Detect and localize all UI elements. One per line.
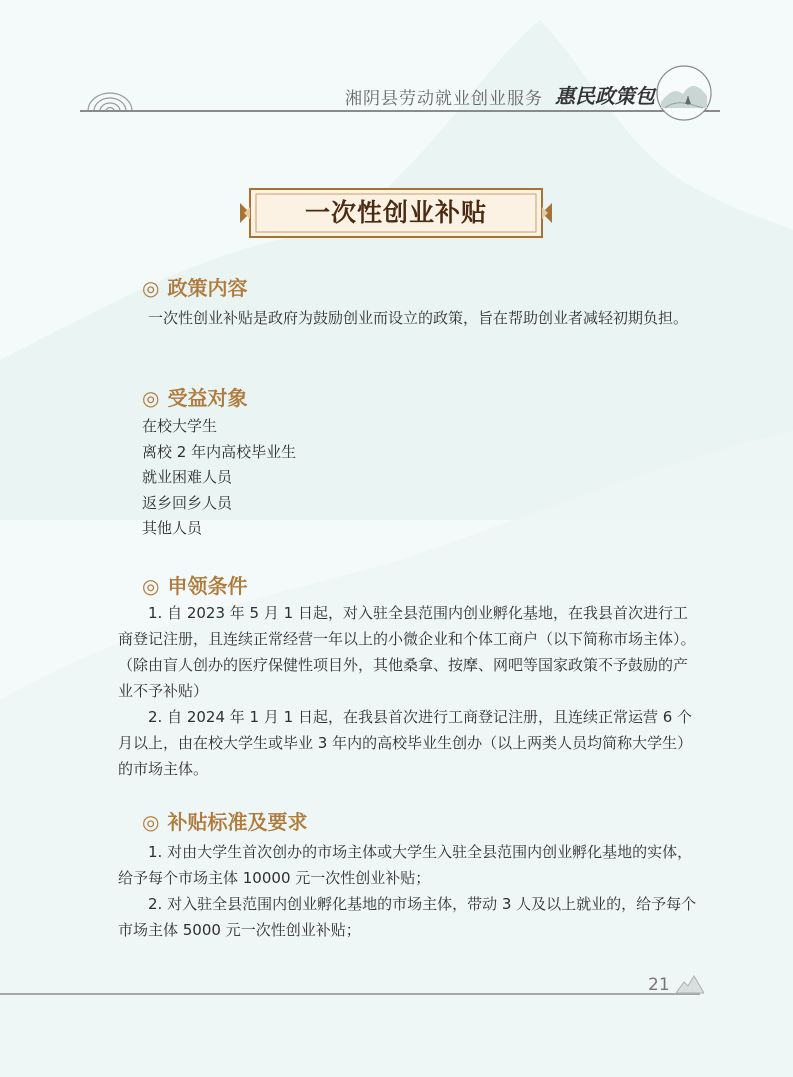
paragraph: 1. 对由大学生首次创办的市场主体或大学生入驻全县范围内创业孵化基地的实体，给予每个市场主体 10000 元一次性创业补贴； <box>118 843 693 887</box>
list-item: 离校 2 年内高校毕业生 <box>142 442 297 461</box>
bullet-circle-icon: ◎ <box>142 386 160 410</box>
conditions-content <box>118 600 698 782</box>
paragraph: 1. 自 2023 年 5 月 1 日起，对入驻全县范围内创业孵化基地，在我县首次进行工商登记注册，且连续正常经营一年以上的小微企业和个体工商户（以下简称市场主体）。（除由盲人创办的医疗保健性项目外，其他桑拿、按摩、网吧等国家政策不予鼓励的产业不予补贴） <box>118 604 696 700</box>
section-title-beneficiaries: ◎ 受益对象 <box>142 386 248 410</box>
policy-content <box>118 305 698 331</box>
bullet-circle-icon: ◎ <box>142 276 160 300</box>
header-slogan: 惠民政策包 <box>555 84 655 108</box>
header-divider <box>80 110 720 112</box>
bullet-circle-icon: ◎ <box>142 810 160 834</box>
header-title: 湘阴县劳动就业创业服务 <box>345 89 543 109</box>
list-item: 在校大学生 <box>142 417 218 435</box>
section-title-conditions: ◎ 申领条件 <box>142 574 248 598</box>
list-item: 返乡回乡人员 <box>142 493 233 512</box>
bullet-circle-icon: ◎ <box>142 574 160 598</box>
beneficiary-list <box>142 414 296 542</box>
section-title-standards: ◎ 补贴标准及要求 <box>142 810 308 834</box>
page-number: 21 <box>648 975 670 995</box>
paragraph: 一次性创业补贴是政府为鼓励创业而设立的政策，旨在帮助创业者减轻初期负担。 <box>148 309 689 327</box>
paragraph: 2. 自 2024 年 1 月 1 日起，在我县首次进行工商登记注册，且连续正常运营 6 个月以上，由在校大学生或毕业 3 年内的高校毕业生创办（以上两类人员均简称大学生）的市场主体。 <box>118 708 693 778</box>
landscape-seal-icon <box>655 64 713 122</box>
footer-divider <box>0 993 700 995</box>
paragraph: 2. 对入驻全县范围内创业孵化基地的市场主体，带动 3 人及以上就业的，给予每个市场主体 5000 元一次性创业补贴； <box>118 895 697 939</box>
page-title: 一次性创业补贴 <box>304 198 487 227</box>
list-item: 其他人员 <box>142 519 203 537</box>
wave-arcs-icon <box>82 90 138 112</box>
section-title-policy: ◎ 政策内容 <box>142 276 248 300</box>
list-item: 就业困难人员 <box>142 468 233 486</box>
mountain-icon <box>676 972 704 994</box>
standards-content <box>118 839 698 943</box>
